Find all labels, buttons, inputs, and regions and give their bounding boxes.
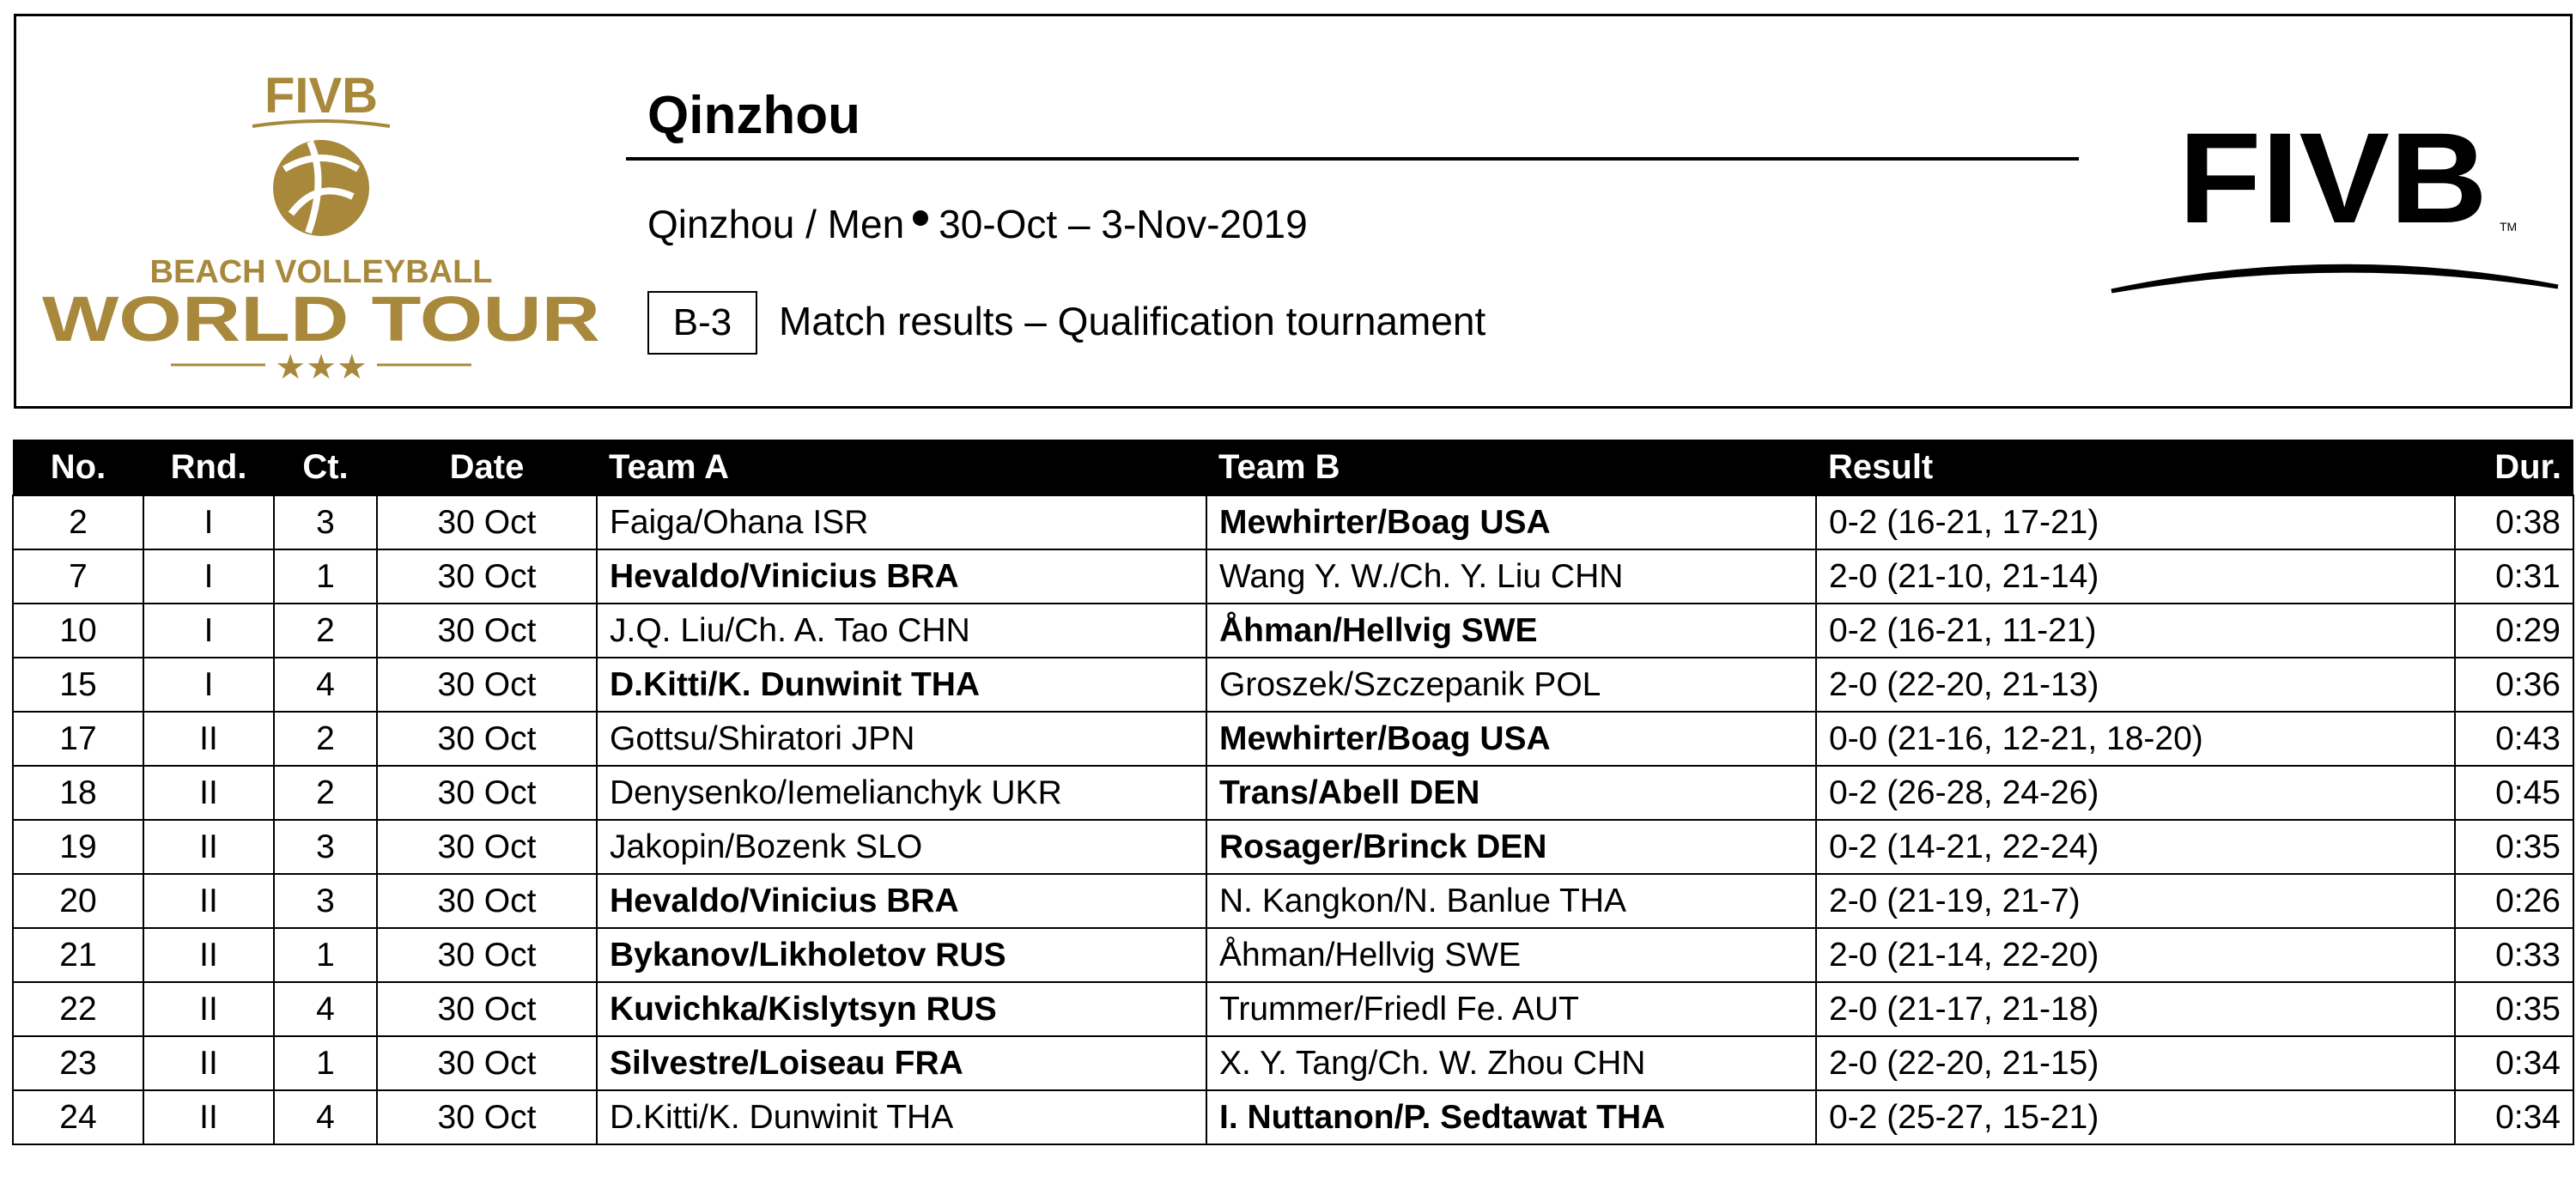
cell-match-no: 19 xyxy=(13,820,143,874)
cell-team-a: Gottsu/Shiratori JPN xyxy=(597,712,1206,766)
table-row xyxy=(13,549,2573,604)
cell-duration: 0:34 xyxy=(2455,1036,2573,1090)
cell-match-no: 20 xyxy=(13,874,143,928)
cell-round: II xyxy=(143,874,274,928)
cell-team-b: Mewhirter/Boag USA xyxy=(1206,712,1816,766)
cell-match-no: 2 xyxy=(13,495,143,549)
cell-round: II xyxy=(143,928,274,982)
document-title: Match results – Qualification tournament xyxy=(779,299,1486,343)
cell-court: 4 xyxy=(274,1090,377,1144)
cell-team-b: Groszek/Szczepanik POL xyxy=(1206,658,1816,712)
cell-team-b: X. Y. Tang/Ch. W. Zhou CHN xyxy=(1206,1036,1816,1090)
cell-round: II xyxy=(143,712,274,766)
table-row xyxy=(13,766,2573,820)
cell-date: 30 Oct xyxy=(377,712,597,766)
cell-round: II xyxy=(143,1090,274,1144)
cell-match-no: 15 xyxy=(13,658,143,712)
cell-duration: 0:26 xyxy=(2455,874,2573,928)
cell-round: II xyxy=(143,820,274,874)
cell-result: 2-0 (21-14, 22-20) xyxy=(1816,928,2455,982)
cell-court: 1 xyxy=(274,928,377,982)
col-header-ct: Ct. xyxy=(274,440,377,495)
cell-court: 2 xyxy=(274,766,377,820)
title-divider xyxy=(626,157,2079,161)
cell-round: II xyxy=(143,1036,274,1090)
cell-result: 2-0 (21-19, 21-7) xyxy=(1816,874,2455,928)
cell-team-a: Denysenko/Iemelianchyk UKR xyxy=(597,766,1206,820)
table-row xyxy=(13,495,2573,549)
cell-result: 2-0 (21-17, 21-18) xyxy=(1816,982,2455,1036)
cell-team-b: Mewhirter/Boag USA xyxy=(1206,495,1816,549)
cell-team-a: Bykanov/Likholetov RUS xyxy=(597,928,1206,982)
logo-stars: ★★★ xyxy=(275,348,368,385)
cell-court: 3 xyxy=(274,874,377,928)
cell-date: 30 Oct xyxy=(377,1036,597,1090)
cell-date: 30 Oct xyxy=(377,604,597,658)
cell-court: 1 xyxy=(274,549,377,604)
table-row xyxy=(13,820,2573,874)
table-row xyxy=(13,982,2573,1036)
cell-duration: 0:43 xyxy=(2455,712,2573,766)
cell-team-b: Rosager/Brinck DEN xyxy=(1206,820,1816,874)
cell-court: 2 xyxy=(274,604,377,658)
cell-result: 2-0 (22-20, 21-15) xyxy=(1816,1036,2455,1090)
cell-match-no: 21 xyxy=(13,928,143,982)
cell-date: 30 Oct xyxy=(377,658,597,712)
cell-team-a: Silvestre/Loiseau FRA xyxy=(597,1036,1206,1090)
table-row xyxy=(13,874,2573,928)
cell-team-b: Wang Y. W./Ch. Y. Liu CHN xyxy=(1206,549,1816,604)
cell-round: I xyxy=(143,658,274,712)
match-results-table xyxy=(12,440,2574,1145)
cell-duration: 0:35 xyxy=(2455,820,2573,874)
cell-team-b: I. Nuttanon/P. Sedtawat THA xyxy=(1206,1090,1816,1144)
cell-round: II xyxy=(143,982,274,1036)
cell-team-b: Åhman/Hellvig SWE xyxy=(1206,928,1816,982)
fivb-logo-text: FIVB xyxy=(2178,115,2488,250)
cell-duration: 0:38 xyxy=(2455,495,2573,549)
cell-match-no: 10 xyxy=(13,604,143,658)
table-row xyxy=(13,712,2573,766)
subtitle-place: Qinzhou / Men xyxy=(647,202,905,246)
cell-duration: 0:31 xyxy=(2455,549,2573,604)
cell-round: I xyxy=(143,604,274,658)
table-row xyxy=(13,604,2573,658)
logo-line2: WORLD TOUR xyxy=(42,283,600,355)
subtitle-dates: 30-Oct – 3-Nov-2019 xyxy=(939,202,1308,246)
volleyball-icon xyxy=(273,140,369,236)
cell-date: 30 Oct xyxy=(377,982,597,1036)
cell-date: 30 Oct xyxy=(377,1090,597,1144)
cell-duration: 0:34 xyxy=(2455,1090,2573,1144)
cell-team-a: Hevaldo/Vinicius BRA xyxy=(597,874,1206,928)
cell-date: 30 Oct xyxy=(377,874,597,928)
table-header-row xyxy=(13,440,2573,495)
cell-team-b: Åhman/Hellvig SWE xyxy=(1206,604,1816,658)
cell-result: 0-2 (26-28, 24-26) xyxy=(1816,766,2455,820)
cell-date: 30 Oct xyxy=(377,766,597,820)
col-header-team-b: Team B xyxy=(1206,440,1816,495)
col-header-rnd: Rnd. xyxy=(143,440,274,495)
table-row xyxy=(13,928,2573,982)
cell-duration: 0:33 xyxy=(2455,928,2573,982)
fivb-logo-tm: TM xyxy=(2500,220,2518,234)
col-header-no: No. xyxy=(13,440,143,495)
event-title: Qinzhou xyxy=(647,86,860,145)
cell-team-a: J.Q. Liu/Ch. A. Tao CHN xyxy=(597,604,1206,658)
bullet-icon xyxy=(913,210,928,226)
cell-match-no: 23 xyxy=(13,1036,143,1090)
cell-match-no: 22 xyxy=(13,982,143,1036)
cell-duration: 0:45 xyxy=(2455,766,2573,820)
cell-round: II xyxy=(143,766,274,820)
cell-result: 2-0 (21-10, 21-14) xyxy=(1816,549,2455,604)
cell-court: 3 xyxy=(274,495,377,549)
cell-team-b: Trans/Abell DEN xyxy=(1206,766,1816,820)
cell-match-no: 18 xyxy=(13,766,143,820)
fivb-logo xyxy=(2103,115,2567,304)
cell-court: 2 xyxy=(274,712,377,766)
cell-court: 4 xyxy=(274,982,377,1036)
cell-team-a: D.Kitti/K. Dunwinit THA xyxy=(597,658,1206,712)
cell-court: 1 xyxy=(274,1036,377,1090)
cell-result: 0-2 (16-21, 11-21) xyxy=(1816,604,2455,658)
logo-fivb-text: FIVB xyxy=(264,68,379,124)
cell-team-b: N. Kangkon/N. Banlue THA xyxy=(1206,874,1816,928)
cell-team-a: Faiga/Ohana ISR xyxy=(597,495,1206,549)
cell-team-a: Hevaldo/Vinicius BRA xyxy=(597,549,1206,604)
document-code: B-3 xyxy=(647,291,757,355)
table-row xyxy=(13,1090,2573,1144)
event-subtitle xyxy=(647,201,1308,247)
cell-duration: 0:35 xyxy=(2455,982,2573,1036)
cell-round: I xyxy=(143,549,274,604)
col-header-result: Result xyxy=(1816,440,2455,495)
cell-result: 0-2 (25-27, 15-21) xyxy=(1816,1090,2455,1144)
cell-result: 0-2 (14-21, 22-24) xyxy=(1816,820,2455,874)
cell-team-a: Kuvichka/Kislytsyn RUS xyxy=(597,982,1206,1036)
cell-duration: 0:29 xyxy=(2455,604,2573,658)
col-header-dur: Dur. xyxy=(2455,440,2573,495)
cell-result: 0-2 (16-21, 17-21) xyxy=(1816,495,2455,549)
col-header-date: Date xyxy=(377,440,597,495)
cell-date: 30 Oct xyxy=(377,549,597,604)
cell-date: 30 Oct xyxy=(377,495,597,549)
beach-volleyball-world-tour-logo xyxy=(33,68,609,385)
table-row xyxy=(13,658,2573,712)
cell-team-a: D.Kitti/K. Dunwinit THA xyxy=(597,1090,1206,1144)
cell-date: 30 Oct xyxy=(377,820,597,874)
cell-result: 2-0 (22-20, 21-13) xyxy=(1816,658,2455,712)
cell-team-a: Jakopin/Bozenk SLO xyxy=(597,820,1206,874)
cell-result: 0-0 (21-16, 12-21, 18-20) xyxy=(1816,712,2455,766)
cell-duration: 0:36 xyxy=(2455,658,2573,712)
header-box xyxy=(14,14,2573,409)
cell-match-no: 7 xyxy=(13,549,143,604)
cell-team-b: Trummer/Friedl Fe. AUT xyxy=(1206,982,1816,1036)
cell-match-no: 17 xyxy=(13,712,143,766)
cell-round: I xyxy=(143,495,274,549)
cell-match-no: 24 xyxy=(13,1090,143,1144)
cell-court: 3 xyxy=(274,820,377,874)
cell-date: 30 Oct xyxy=(377,928,597,982)
col-header-team-a: Team A xyxy=(597,440,1206,495)
logo-line1: BEACH VOLLEYBALL xyxy=(149,254,493,290)
cell-court: 4 xyxy=(274,658,377,712)
table-row xyxy=(13,1036,2573,1090)
